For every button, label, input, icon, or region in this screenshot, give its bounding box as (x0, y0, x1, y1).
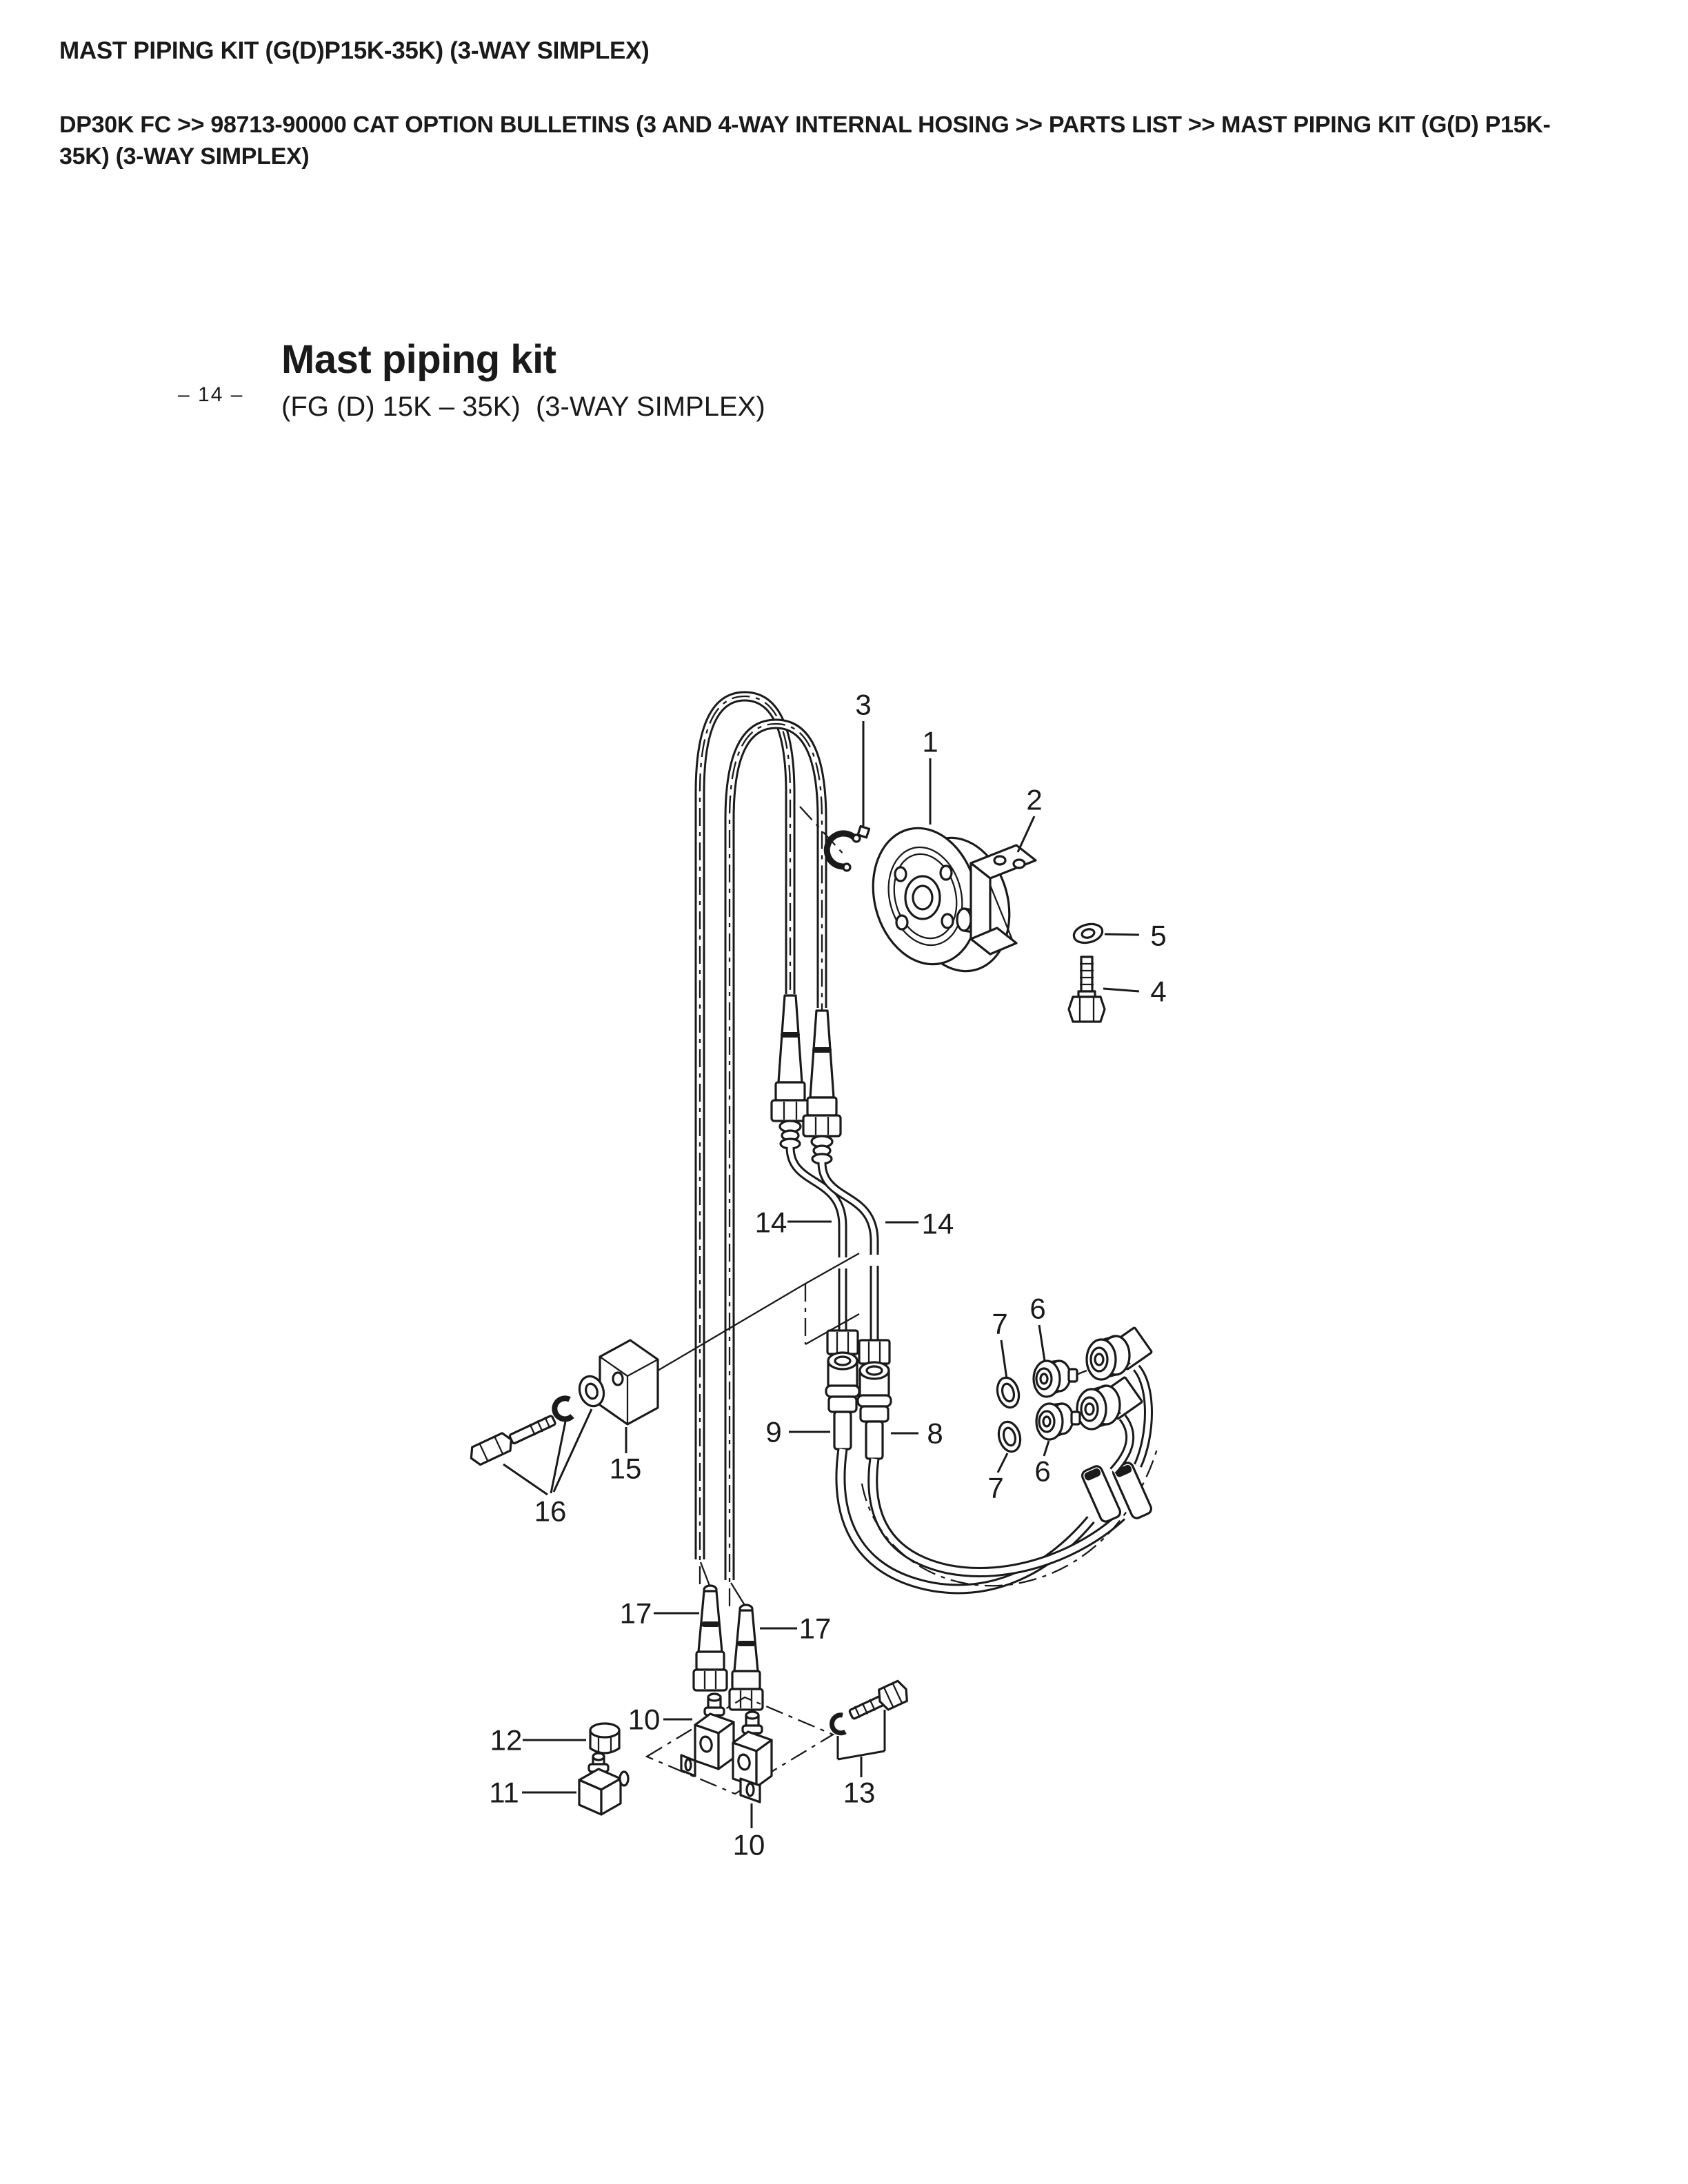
o-ring (994, 1375, 1022, 1410)
bolt-angled (467, 1411, 557, 1467)
callout-label-15: 15 (609, 1452, 642, 1485)
pulley (859, 817, 1023, 982)
breadcrumb: DP30K FC >> 98713-90000 CAT OPTION BULLETINS (3 AND 4-WAY INTERNAL HOSING >> PARTS LIST >> MAST PIPING KIT (G(D) P15K-35K) (3-WAY SIMPLEX) (59, 112, 1551, 170)
callout-label-13: 13 (843, 1776, 876, 1809)
clamp-plate (600, 1340, 658, 1424)
callout-label-17: 17 (798, 1612, 832, 1645)
hose-continuation-line (701, 1562, 710, 1586)
callout-label-16: 16 (534, 1495, 567, 1528)
callout-leader-6 (1039, 1325, 1045, 1361)
elbow-connector (1077, 1377, 1143, 1429)
callout-label-12: 12 (490, 1723, 523, 1757)
callout-label-1: 1 (922, 725, 938, 758)
mast-hose-outer (700, 696, 790, 1584)
callout-layer (489, 689, 1166, 1861)
o-ring (996, 1419, 1023, 1454)
page-number: – 14 – (178, 383, 244, 406)
callout-label-6: 6 (1034, 1455, 1051, 1488)
callout-label-4: 4 (1150, 975, 1167, 1008)
figure-subtitle: (FG (D) 15K – 35K) (3-WAY SIMPLEX) (281, 392, 765, 422)
callout-label-5: 5 (1150, 919, 1167, 952)
union-fitting (1036, 1404, 1080, 1439)
callout-label-10: 10 (627, 1703, 661, 1736)
mast-hose-inner (730, 724, 822, 1606)
callout-label-7: 7 (987, 1471, 1004, 1504)
hose-end-fitting (730, 1605, 763, 1710)
callout-label-10: 10 (732, 1828, 765, 1861)
callout-label-11: 11 (489, 1776, 519, 1809)
spring-washer (554, 1398, 572, 1419)
figure-title: Mast piping kit (281, 337, 556, 382)
callout-label-2: 2 (1026, 783, 1043, 816)
pipe-14-right (822, 1162, 874, 1342)
union-fitting (1034, 1361, 1077, 1397)
doc-header-title: MAST PIPING KIT (G(D)P15K-35K) (3-WAY SIMPLEX) (59, 37, 650, 64)
callout-label-9: 9 (765, 1415, 782, 1448)
pipe-14-left (790, 1147, 843, 1331)
hose-continuation-line (731, 1583, 745, 1606)
callout-leader-5 (1105, 934, 1139, 935)
washer (1072, 921, 1104, 945)
port-block (695, 1694, 734, 1769)
callout-label-17: 17 (619, 1597, 652, 1630)
elbow-fitting (579, 1753, 628, 1814)
elbow-tube-upper (1136, 1368, 1149, 1466)
cap-nut (590, 1723, 619, 1753)
callout-leader-4 (1103, 989, 1139, 991)
callout-label-6: 6 (1029, 1292, 1046, 1325)
callout-label-14: 14 (754, 1206, 787, 1239)
callout-label-3: 3 (855, 688, 872, 721)
flange-slot (685, 1759, 691, 1770)
bolt-small (847, 1679, 911, 1725)
spring-washer-small (832, 1715, 845, 1733)
callout-label-7: 7 (992, 1307, 1008, 1340)
callout-label-8: 8 (927, 1417, 943, 1450)
port-block (733, 1712, 772, 1787)
snap-ring (827, 826, 869, 871)
pipe-coupler (826, 1331, 859, 1449)
hose-nozzle-fitting (803, 1011, 841, 1164)
callout-leader-6 (1044, 1441, 1049, 1456)
tab-slot (747, 1783, 754, 1796)
bolt-vertical (1069, 957, 1105, 1022)
callout-label-14: 14 (921, 1207, 954, 1240)
pipe-coupler (858, 1340, 891, 1459)
callout-leader-7 (998, 1453, 1007, 1473)
callout-leader-16 (503, 1464, 547, 1495)
callout-leader-2 (1018, 816, 1034, 852)
hose-end-fitting (694, 1586, 727, 1690)
callout-leader-7 (1001, 1340, 1007, 1379)
